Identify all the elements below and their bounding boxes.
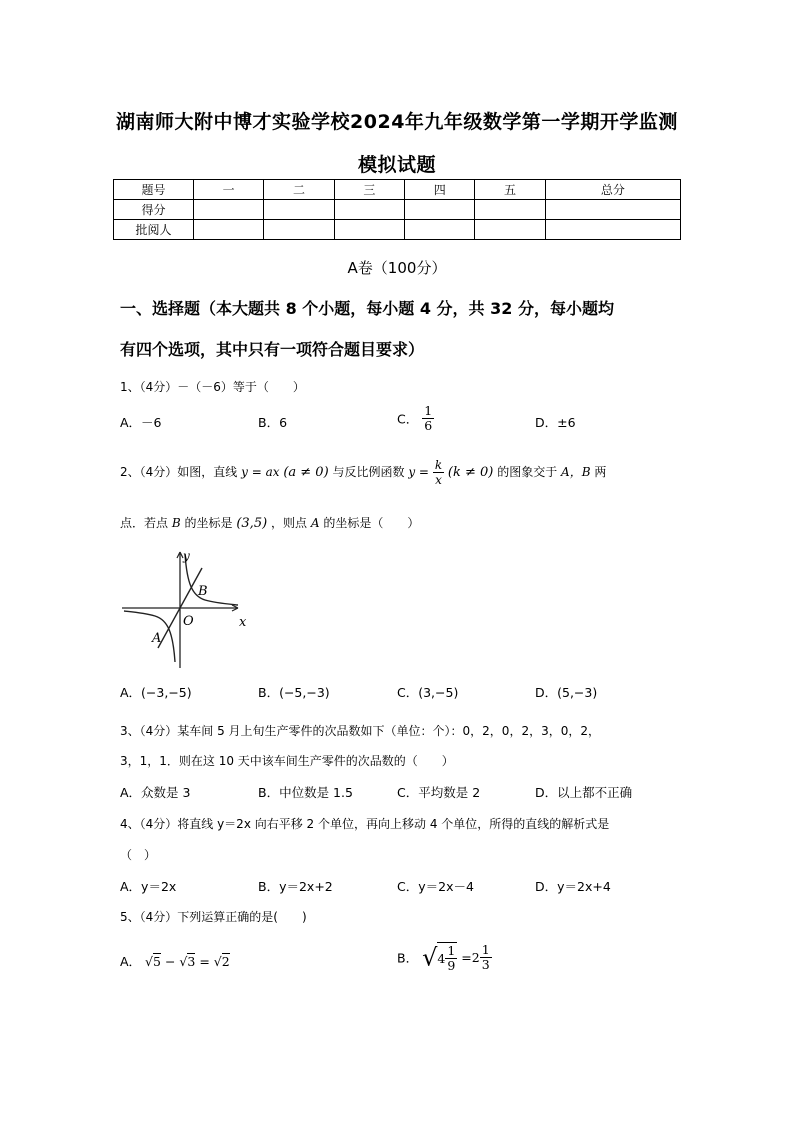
q5-a-minus: − bbox=[164, 954, 176, 969]
q5-b-rden: 3 bbox=[481, 957, 490, 972]
q2-line2-c: ，则点 bbox=[271, 516, 308, 530]
q2-points: A，B bbox=[561, 465, 591, 479]
header-cell-number: 题号 bbox=[114, 180, 194, 200]
score-row bbox=[114, 200, 681, 220]
q5-b-result-fraction bbox=[480, 943, 492, 972]
q5-a-radicand-3: 2 bbox=[221, 954, 230, 969]
section1-heading-line1: 一、选择题（本大题共 8 个小题，每小题 4 分，共 32 分，每小题均 bbox=[120, 299, 614, 318]
q4-option-a[interactable]: A．y＝2x bbox=[120, 879, 177, 894]
header-cell-1: 一 bbox=[194, 180, 264, 200]
q1-option-c-prefix: C． bbox=[397, 411, 419, 427]
point-a-label: A bbox=[152, 631, 162, 646]
q3-option-a[interactable]: A．众数是 3 bbox=[120, 785, 191, 800]
q2-x: x bbox=[435, 473, 442, 487]
q5-option-b[interactable] bbox=[397, 942, 492, 973]
q4-stem-line2: （ ） bbox=[120, 848, 157, 862]
score-cell[interactable] bbox=[405, 200, 475, 220]
q2-point-a: A bbox=[310, 516, 320, 530]
grader-cell[interactable] bbox=[475, 220, 545, 240]
q5-b-whole: 4 bbox=[437, 951, 446, 966]
hyperbola-branch-1 bbox=[185, 554, 238, 605]
sqrt-sign-icon: √ bbox=[213, 954, 222, 969]
score-cell[interactable] bbox=[264, 200, 334, 220]
q2-k: k bbox=[434, 458, 443, 472]
q5-b-radicand bbox=[437, 942, 457, 973]
q5-a-radicand-1: 5 bbox=[153, 954, 161, 969]
section1-heading-line2: 有四个选项，其中只有一项符合题目要求） bbox=[120, 340, 425, 359]
y-axis-label: y bbox=[183, 549, 190, 563]
q2-inverse-fraction bbox=[433, 458, 444, 487]
exam-title-line1: 湖南师大附中博才实验学校2024年九年级数学第一学期开学监测 bbox=[116, 111, 678, 133]
q5-stem: 5、（4分）下列运算正确的是( ) bbox=[120, 910, 307, 924]
q4-stem-line1: 4、（4分）将直线 y＝2x 向右平移 2 个单位，再向上移动 4 个单位，所得的直线的解析式是 bbox=[120, 817, 610, 831]
q2-point-b: B bbox=[171, 516, 181, 530]
header-cell-3: 三 bbox=[334, 180, 404, 200]
q4-option-b[interactable]: B．y＝2x+2 bbox=[258, 879, 333, 894]
header-cell-5: 五 bbox=[475, 180, 545, 200]
q1-option-c-fraction bbox=[422, 404, 434, 433]
q2-stem-line2 bbox=[120, 514, 419, 531]
q3-option-c[interactable]: C．平均数是 2 bbox=[397, 785, 481, 800]
q1-option-b[interactable]: B．6 bbox=[258, 415, 288, 430]
grader-cell[interactable] bbox=[334, 220, 404, 240]
q1-option-d[interactable]: D．±6 bbox=[535, 415, 576, 430]
q5-a-equals: = bbox=[199, 954, 210, 969]
q2-line-equation: y = ax bbox=[241, 465, 280, 479]
score-cell[interactable] bbox=[334, 200, 404, 220]
score-table-header-row bbox=[114, 180, 681, 200]
q5-a-label: A． bbox=[120, 954, 142, 969]
q2-condition-k: (k ≠ 0) bbox=[447, 465, 494, 480]
point-b-label: B bbox=[198, 584, 208, 599]
header-cell-4: 四 bbox=[405, 180, 475, 200]
sqrt-sign-icon: √ bbox=[179, 954, 188, 969]
score-cell[interactable] bbox=[475, 200, 545, 220]
score-cell[interactable] bbox=[194, 200, 264, 220]
hyperbola-branch-2 bbox=[124, 611, 175, 662]
volume-label: A卷（100分） bbox=[347, 259, 447, 277]
exam-title-line2: 模拟试题 bbox=[357, 154, 436, 176]
q2-coord-b: (3,5) bbox=[236, 516, 268, 531]
q5-b-label: B． bbox=[397, 950, 419, 966]
q5-b-fraction bbox=[445, 944, 457, 973]
q5-b-equals: =2 bbox=[461, 950, 480, 965]
q2-graph-figure bbox=[120, 548, 255, 673]
q5-option-a[interactable] bbox=[120, 952, 230, 970]
q4-option-d[interactable]: D．y＝2x+4 bbox=[535, 879, 611, 894]
q1-c-numerator: 1 bbox=[424, 403, 433, 418]
q2-option-a[interactable]: A．(−3,−5) bbox=[120, 685, 192, 700]
q2-option-b[interactable]: B．(−5,−3) bbox=[258, 685, 330, 700]
grader-cell[interactable] bbox=[194, 220, 264, 240]
q5-a-radicand-2: 3 bbox=[187, 954, 196, 969]
grader-row bbox=[114, 220, 681, 240]
q1-c-denominator: 6 bbox=[424, 418, 433, 433]
q2-option-d[interactable]: D．(5,−3) bbox=[535, 685, 598, 700]
grader-cell[interactable] bbox=[545, 220, 680, 240]
score-cell[interactable] bbox=[545, 200, 680, 220]
q5-b-rnum: 1 bbox=[481, 942, 490, 957]
q3-stem-line1: 3、（4分）某车间 5 月上旬生产零件的次品数如下（单位：个）：0，2，0，2，3，0，2， bbox=[120, 724, 600, 738]
q2-inverse-lhs: y = bbox=[408, 465, 429, 479]
q1-option-a[interactable]: A．－6 bbox=[120, 415, 162, 430]
header-cell-2: 二 bbox=[264, 180, 334, 200]
q3-option-b[interactable]: B．中位数是 1.5 bbox=[258, 785, 353, 800]
row-label-score: 得分 bbox=[114, 200, 194, 220]
sqrt-sign-icon: √ bbox=[422, 943, 438, 972]
x-axis-label: x bbox=[239, 615, 247, 630]
q2-text-2: 与反比例函数 bbox=[332, 465, 405, 479]
sqrt-sign-icon: √ bbox=[145, 954, 154, 969]
q5-b-num: 1 bbox=[447, 943, 456, 958]
q1-stem: 1、（4分）－（－6）等于（ ） bbox=[120, 380, 305, 394]
q3-option-d[interactable]: D．以上都不正确 bbox=[535, 785, 633, 800]
q3-stem-line2: 3，1，1．则在这 10 天中该车间生产零件的次品数的（ ） bbox=[120, 754, 454, 768]
q2-condition-a: (a ≠ 0) bbox=[283, 465, 329, 480]
q5-b-den: 9 bbox=[447, 958, 456, 973]
row-label-grader: 批阅人 bbox=[114, 220, 194, 240]
q4-option-c[interactable]: C．y＝2x－4 bbox=[397, 879, 474, 894]
q2-line2-b: 的坐标是 bbox=[184, 516, 233, 530]
header-cell-total: 总分 bbox=[545, 180, 680, 200]
q1-option-c[interactable] bbox=[397, 404, 434, 433]
q2-text-1: 2、（4分）如图，直线 bbox=[120, 465, 238, 479]
score-table bbox=[113, 179, 681, 240]
origin-label: O bbox=[183, 614, 194, 629]
q2-line2-d: 的坐标是（ ） bbox=[323, 516, 420, 530]
q2-option-c[interactable]: C．(3,−5) bbox=[397, 685, 459, 700]
grader-cell[interactable] bbox=[264, 220, 334, 240]
q2-stem-line1 bbox=[120, 458, 606, 487]
q2-line2-a: 点．若点 bbox=[120, 516, 169, 530]
q2-text-3: 的图象交于 bbox=[497, 465, 558, 479]
q2-text-4: 两 bbox=[594, 465, 607, 479]
grader-cell[interactable] bbox=[405, 220, 475, 240]
